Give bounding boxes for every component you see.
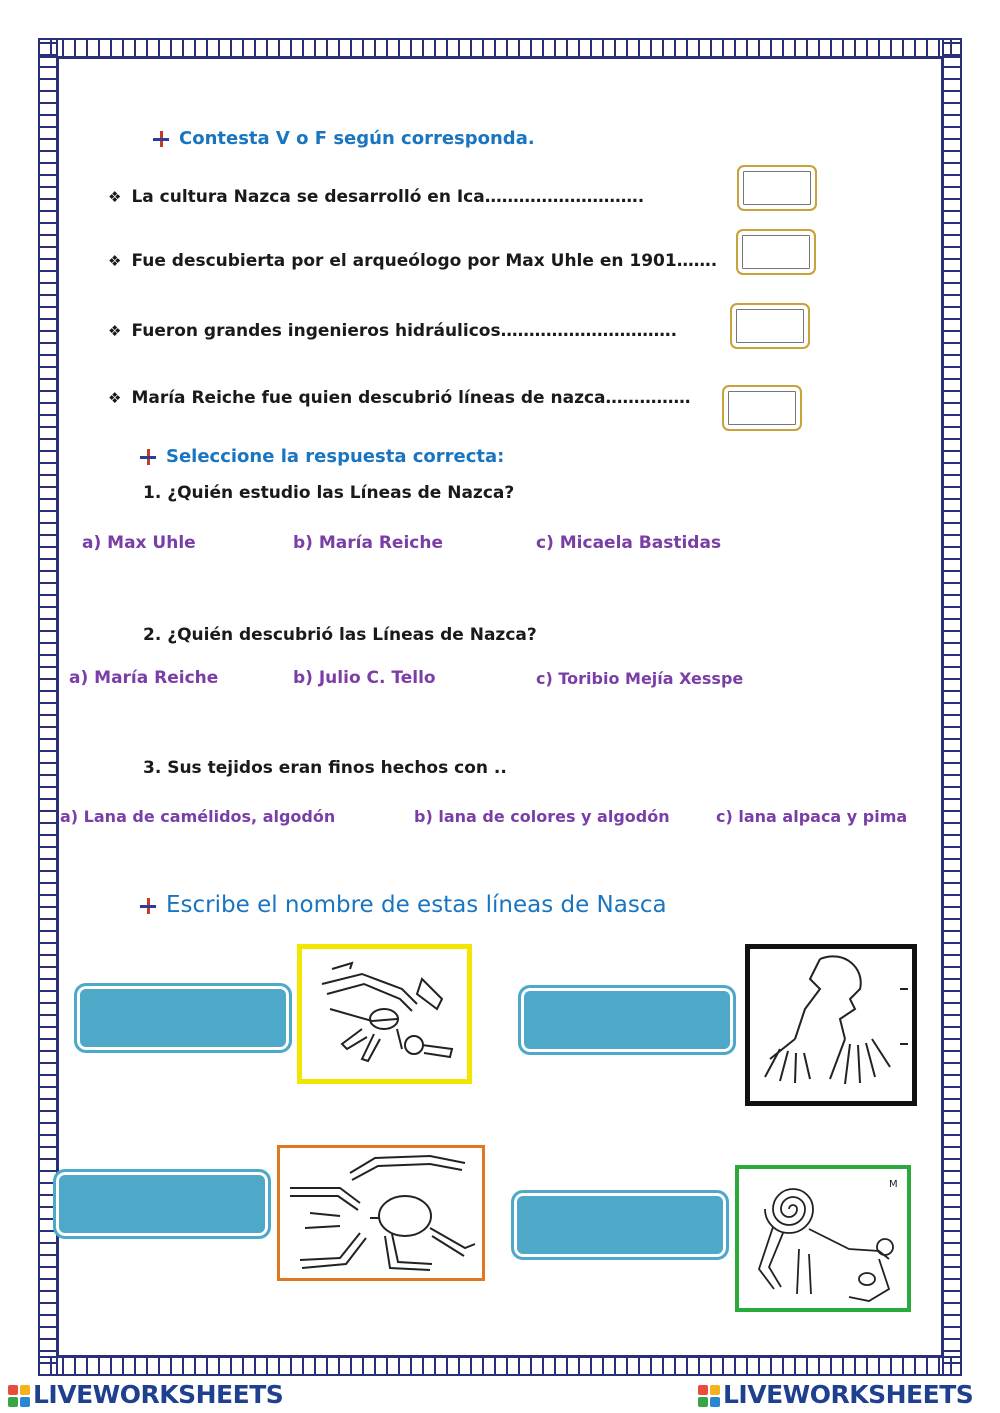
- answer-box-monkey-hands[interactable]: [74, 983, 292, 1053]
- q1-option-b[interactable]: b) María Reiche: [293, 533, 444, 553]
- svg-text:M: M: [889, 1179, 898, 1190]
- answer-box-spider-1[interactable]: [518, 985, 736, 1055]
- q1-option-c[interactable]: c) Micaela Bastidas: [536, 533, 722, 553]
- q1-option-a[interactable]: a) Max Uhle: [82, 533, 196, 553]
- q3-option-a[interactable]: a) Lana de camélidos, algodón: [60, 807, 336, 826]
- plus-bullet-icon: [153, 131, 169, 147]
- question-1: 1. ¿Quién estudio las Líneas de Nazca?: [143, 483, 515, 503]
- nazca-figure-4: [735, 1165, 911, 1312]
- question-2: 2. ¿Quién descubrió las Líneas de Nazca?: [143, 625, 537, 645]
- diamond-bullet-icon: ❖: [108, 322, 122, 340]
- section-title-select: Seleccione la respuesta correcta:: [140, 446, 504, 467]
- monkey-spiral-drawing-icon: [739, 1169, 907, 1308]
- spider-line-drawing-icon: [302, 949, 467, 1079]
- border-bottom: [38, 1356, 962, 1376]
- liveworksheets-logo-right: LIVEWORKSHEETS: [698, 1380, 973, 1409]
- q2-option-c[interactable]: c) Toribio Mejía Xesspe: [536, 669, 744, 688]
- answer-box-monkey-spiral[interactable]: [511, 1190, 729, 1260]
- liveworksheets-grid-icon: [8, 1385, 30, 1407]
- q3-option-c[interactable]: c) lana alpaca y pima: [716, 807, 908, 826]
- plus-bullet-icon: [140, 449, 156, 465]
- true-false-input-2[interactable]: [736, 229, 816, 275]
- statement-3: ❖ Fueron grandes ingenieros hidráulicos………………………….: [108, 321, 678, 341]
- nazca-figure-1: [297, 944, 472, 1084]
- nazca-figure-3: [277, 1145, 485, 1281]
- section-title-names: Escribe el nombre de estas líneas de Nasca: [140, 892, 667, 918]
- spider-outline-drawing-icon: [280, 1148, 482, 1278]
- answer-box-spider-2[interactable]: [53, 1169, 271, 1239]
- statement-4: ❖ María Reiche fue quien descubrió líneas de nazca……………: [108, 388, 691, 408]
- statement-2: ❖ Fue descubierta por el arqueólogo por Max Uhle en 1901…….: [108, 251, 718, 271]
- nazca-figure-2: [745, 944, 917, 1106]
- statement-1: ❖ La cultura Nazca se desarrolló en Ica……………………….: [108, 187, 645, 207]
- question-3: 3. Sus tejidos eran finos hechos con ..: [143, 758, 507, 778]
- diamond-bullet-icon: ❖: [108, 252, 122, 270]
- liveworksheets-logo-left: LIVEWORKSHEETS: [8, 1380, 283, 1409]
- border-top: [38, 38, 962, 58]
- border-right: [942, 38, 962, 1376]
- q2-option-b[interactable]: b) Julio C. Tello: [293, 668, 436, 688]
- q2-option-a[interactable]: a) María Reiche: [69, 668, 219, 688]
- liveworksheets-grid-icon: [698, 1385, 720, 1407]
- section-title-true-false: Contesta V o F según corresponda.: [153, 128, 535, 149]
- monkey-hands-line-drawing-icon: [750, 949, 912, 1101]
- q3-option-b[interactable]: b) lana de colores y algodón: [414, 807, 670, 826]
- true-false-input-1[interactable]: [737, 165, 817, 211]
- plus-bullet-icon: [140, 898, 156, 914]
- diamond-bullet-icon: ❖: [108, 188, 122, 206]
- diamond-bullet-icon: ❖: [108, 389, 122, 407]
- true-false-input-3[interactable]: [730, 303, 810, 349]
- true-false-input-4[interactable]: [722, 385, 802, 431]
